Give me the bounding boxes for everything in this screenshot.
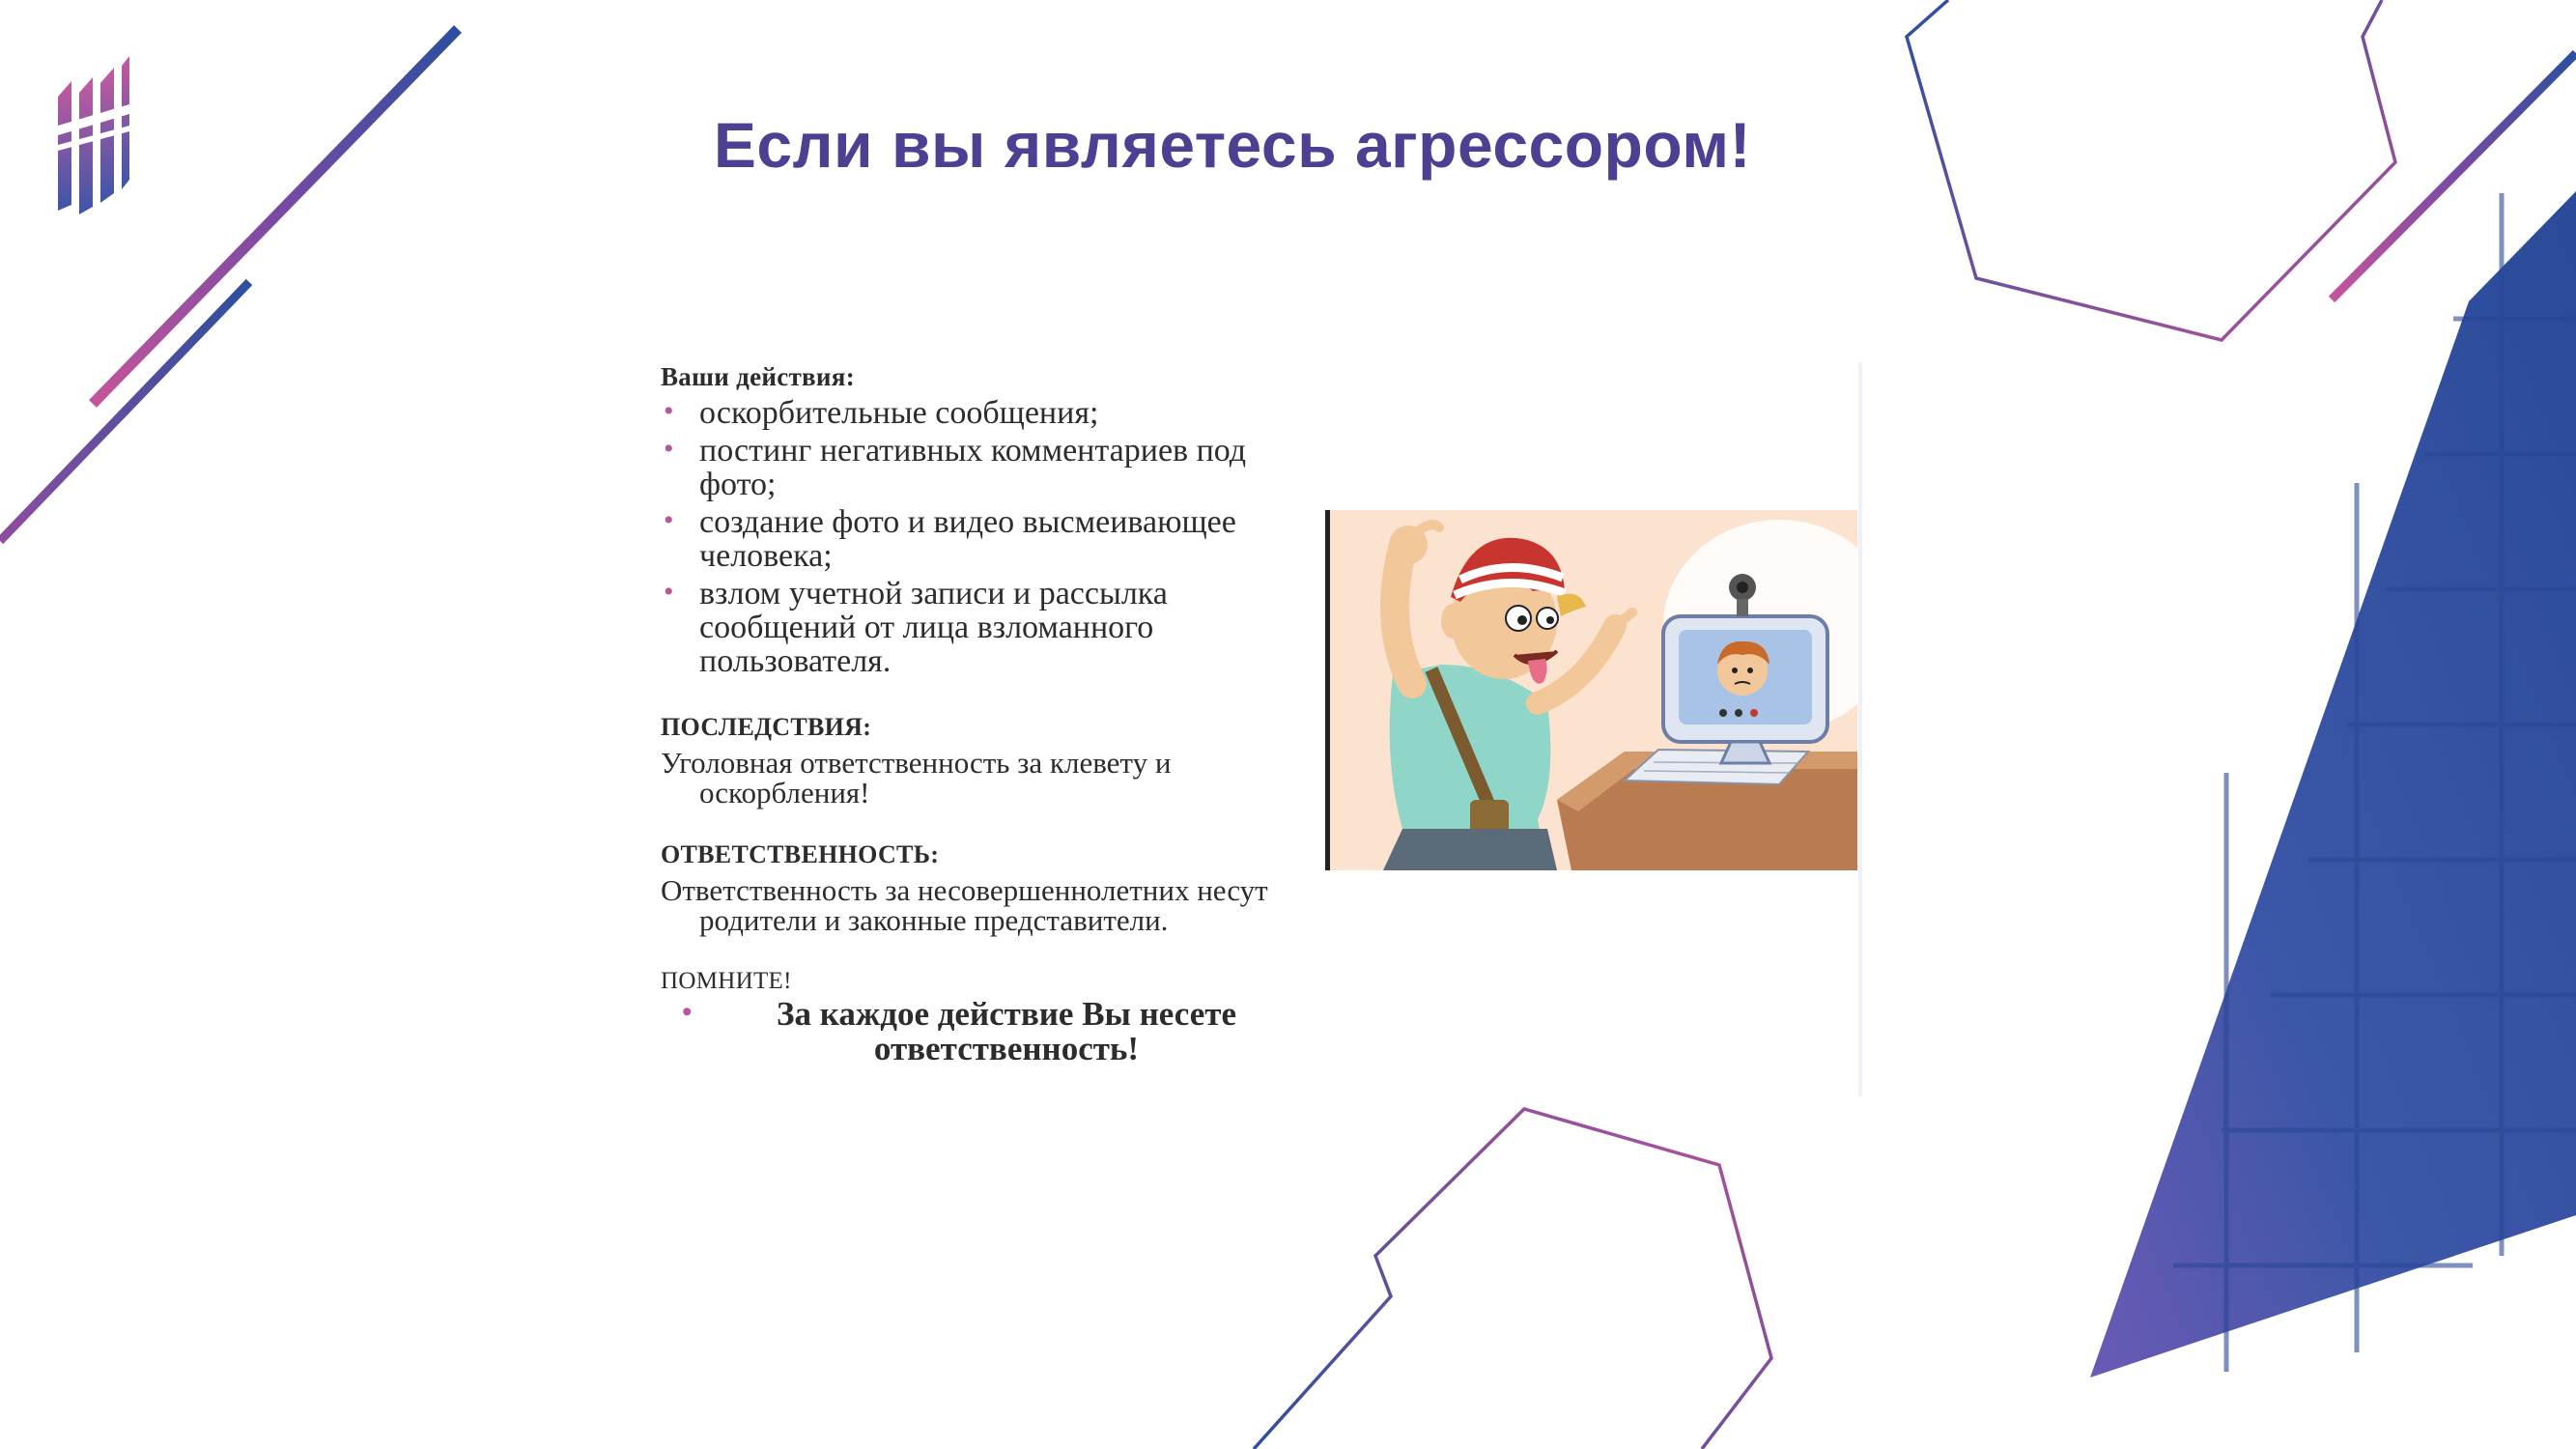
list-item: • создание фото и видео высмеивающее человека; xyxy=(661,505,1298,573)
list-item: • оскорбительные сообщения; xyxy=(661,396,1298,430)
remember-text: • За каждое действие Вы несете ответственность! xyxy=(661,997,1296,1066)
slide-title: Если вы являетесь агрессором! xyxy=(713,109,1752,181)
actions-heading: Ваши действия: xyxy=(661,362,855,391)
responsibility-text: Ответственность за несовершеннолетних несут родители и законные представители. xyxy=(661,873,1268,937)
content-text-block xyxy=(661,362,1298,1066)
remember-heading: ПОМНИТЕ! xyxy=(661,968,792,994)
list-item: • взлом учетной записи и рассылка сообщений от лица взломанного пользователя. xyxy=(661,577,1298,678)
list-item: • постинг негативных комментариев под фото; xyxy=(661,434,1298,501)
aggressor-illustration xyxy=(1325,510,1857,870)
responsibility-heading: ОТВЕТСТВЕННОСТЬ: xyxy=(661,840,940,868)
consequences-heading: ПОСЛЕДСТВИЯ: xyxy=(661,713,872,741)
actions-list xyxy=(661,396,1298,678)
consequences-text: Уголовная ответственность за клевету и оскорбления! xyxy=(661,746,1172,810)
divider-line xyxy=(1858,362,1862,1096)
bottom-hexagon xyxy=(1254,1109,1771,1449)
right-triangle-shape xyxy=(2090,191,2576,1378)
